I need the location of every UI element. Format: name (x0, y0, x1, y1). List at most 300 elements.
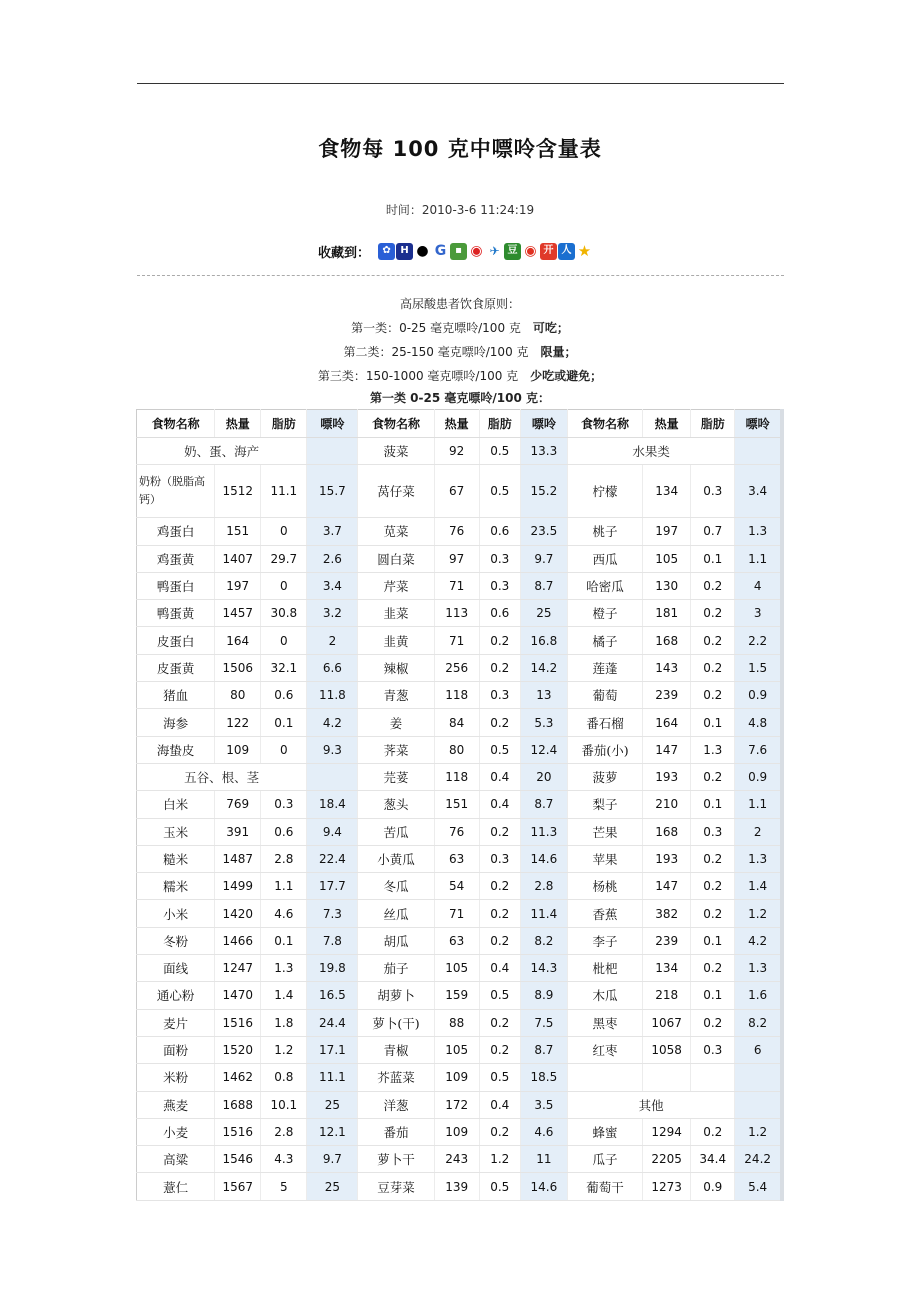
cell-name: 芥蓝菜 (358, 1064, 434, 1091)
cell-calories: 109 (434, 1118, 479, 1145)
cell-fat: 0.2 (479, 1009, 520, 1036)
cell-calories: 769 (215, 791, 261, 818)
cell-fat: 0.4 (479, 955, 520, 982)
cell-name: 小黄瓜 (358, 845, 434, 872)
column-header: 食物名称 (358, 410, 434, 438)
cell-purine: 2.2 (735, 627, 782, 654)
cell-purine: 8.7 (520, 1036, 567, 1063)
cell-purine: 13.3 (520, 438, 567, 465)
cell-calories: 159 (434, 982, 479, 1009)
cell-fat: 1.3 (261, 955, 307, 982)
cell-calories: 1462 (215, 1064, 261, 1091)
table-row (137, 1173, 783, 1200)
cell-name: 荠菜 (358, 736, 434, 763)
cell-fat: 0.2 (479, 1036, 520, 1063)
cell-calories: 71 (434, 627, 479, 654)
cell-fat: 0.1 (691, 545, 735, 572)
cell-purine: 16.5 (307, 982, 358, 1009)
cell-fat: 2.8 (261, 1118, 307, 1145)
cell-purine: 18.4 (307, 791, 358, 818)
rule-advice: 可吃； (532, 321, 569, 335)
cell-purine (307, 763, 358, 790)
cell-calories: 109 (215, 736, 261, 763)
cell-fat: 0.2 (691, 1118, 735, 1145)
cell-purine: 7.8 (307, 927, 358, 954)
cell-purine: 11.3 (520, 818, 567, 845)
cell-name: 奶粉（脱脂高钙） (137, 465, 215, 518)
cell-calories: 1520 (215, 1036, 261, 1063)
cell-purine: 3.4 (307, 572, 358, 599)
cell-fat: 0.5 (479, 465, 520, 518)
table-row (137, 955, 783, 982)
cell-calories: 1273 (643, 1173, 691, 1200)
renren-icon[interactable]: 人 (558, 243, 575, 260)
cell-name: 红枣 (567, 1036, 642, 1063)
cell-purine: 7.5 (520, 1009, 567, 1036)
cell-fat: 0 (261, 736, 307, 763)
cell-calories: 139 (434, 1173, 479, 1200)
cell-calories: 88 (434, 1009, 479, 1036)
column-header: 嘌呤 (735, 410, 782, 438)
cell-fat: 0.5 (479, 1064, 520, 1091)
cell-calories: 80 (434, 736, 479, 763)
cell-calories: 1567 (215, 1173, 261, 1200)
cell-calories: 172 (434, 1091, 479, 1118)
baidu-icon[interactable]: ✿ (378, 243, 395, 260)
cell-name: 苋菜 (358, 518, 434, 545)
cell-calories: 63 (434, 845, 479, 872)
cell-purine (735, 1064, 782, 1091)
cell-purine: 1.4 (735, 873, 782, 900)
cell-name: 莴仔菜 (358, 465, 434, 518)
cell-calories: 164 (643, 709, 691, 736)
cell-fat: 34.4 (691, 1146, 735, 1173)
cell-name: 橘子 (567, 627, 642, 654)
cell-fat: 10.1 (261, 1091, 307, 1118)
cell-purine: 25 (307, 1091, 358, 1118)
sina-icon[interactable]: ✈ (486, 243, 503, 260)
cell-calories: 76 (434, 818, 479, 845)
cell-name: 海蛰皮 (137, 736, 215, 763)
cell-purine: 9.4 (307, 818, 358, 845)
table-row (137, 709, 783, 736)
cell-purine: 1.3 (735, 518, 782, 545)
table-row (137, 682, 783, 709)
cell-name: 菠菜 (358, 438, 434, 465)
cell-fat: 1.4 (261, 982, 307, 1009)
rule-advice: 限量； (540, 345, 577, 359)
cell-purine: 4.2 (307, 709, 358, 736)
table-row (137, 600, 783, 627)
cell-purine: 1.5 (735, 654, 782, 681)
cell-fat: 0.2 (479, 1118, 520, 1145)
cell-fat: 0.6 (479, 600, 520, 627)
cell-name: 橙子 (567, 600, 642, 627)
cell-calories: 143 (643, 654, 691, 681)
table-row (137, 1118, 783, 1145)
google-icon[interactable]: G (432, 243, 449, 260)
rule-item (0, 316, 920, 340)
cell-calories: 239 (643, 682, 691, 709)
cell-fat: 0.6 (261, 682, 307, 709)
cell-purine (735, 1091, 782, 1118)
cell-purine: 7.6 (735, 736, 782, 763)
cell-calories: 382 (643, 900, 691, 927)
cell-fat: 0.5 (479, 438, 520, 465)
cell-fat: 0.1 (691, 982, 735, 1009)
cell-purine: 15.2 (520, 465, 567, 518)
cell-name: 韭菜 (358, 600, 434, 627)
cell-fat: 1.1 (261, 873, 307, 900)
cell-purine: 4.8 (735, 709, 782, 736)
cell-name: 青葱 (358, 682, 434, 709)
table-header-row (137, 410, 783, 438)
douban-icon[interactable]: 豆 (504, 243, 521, 260)
cell-calories: 1407 (215, 545, 261, 572)
cell-purine: 2.6 (307, 545, 358, 572)
column-header: 热量 (434, 410, 479, 438)
table-row (137, 545, 783, 572)
table-row (137, 654, 783, 681)
cell-name: 梨子 (567, 791, 642, 818)
cell-name: 番石榴 (567, 709, 642, 736)
cell-fat: 0.1 (261, 709, 307, 736)
hi-icon[interactable]: H (396, 243, 413, 260)
cell-purine: 4.6 (520, 1118, 567, 1145)
column-header: 食物名称 (567, 410, 642, 438)
cell-name: 鸭蛋白 (137, 572, 215, 599)
cell-purine (307, 438, 358, 465)
cell-purine: 1.2 (735, 900, 782, 927)
section-header: 奶、蛋、海产 (137, 438, 307, 465)
cell-name: 面粉 (137, 1036, 215, 1063)
cell-calories: 134 (643, 465, 691, 518)
cell-purine: 18.5 (520, 1064, 567, 1091)
table-row (137, 873, 783, 900)
rule-item (0, 364, 920, 388)
cell-calories: 1512 (215, 465, 261, 518)
table-row (137, 818, 783, 845)
cell-calories: 197 (643, 518, 691, 545)
cell-fat: 5 (261, 1173, 307, 1200)
qq-icon[interactable]: ● (414, 243, 431, 260)
cell-calories: 1457 (215, 600, 261, 627)
cell-purine: 9.7 (307, 1146, 358, 1173)
cell-fat: 0.7 (691, 518, 735, 545)
cell-purine: 8.7 (520, 572, 567, 599)
cell-name: 葡萄干 (567, 1173, 642, 1200)
table-row (137, 1146, 783, 1173)
cell-calories: 84 (434, 709, 479, 736)
cell-name: 面线 (137, 955, 215, 982)
table-row (137, 1091, 783, 1118)
cell-purine: 17.7 (307, 873, 358, 900)
cell-fat: 0.5 (479, 736, 520, 763)
cell-fat: 30.8 (261, 600, 307, 627)
cell-fat: 0.2 (691, 682, 735, 709)
cell-name: 黑枣 (567, 1009, 642, 1036)
cell-fat: 29.7 (261, 545, 307, 572)
cell-calories: 1247 (215, 955, 261, 982)
favorites-label: 收藏到： (318, 245, 371, 261)
cell-name: 番茄(小) (567, 736, 642, 763)
cell-calories: 80 (215, 682, 261, 709)
cell-fat: 4.3 (261, 1146, 307, 1173)
cell-purine: 4 (735, 572, 782, 599)
cell-purine: 3.5 (520, 1091, 567, 1118)
cell-calories: 151 (434, 791, 479, 818)
qq-weibo-icon[interactable]: ◉ (468, 243, 485, 260)
cell-purine: 2 (307, 627, 358, 654)
cell-calories: 1688 (215, 1091, 261, 1118)
cell-name: 玉米 (137, 818, 215, 845)
column-header: 食物名称 (137, 410, 215, 438)
cell-name: 芫荽 (358, 763, 434, 790)
cell-fat: 0.2 (479, 818, 520, 845)
cell-name (567, 1064, 642, 1091)
cell-fat: 11.1 (261, 465, 307, 518)
table-row (137, 791, 783, 818)
cell-purine: 15.7 (307, 465, 358, 518)
cell-purine: 25 (520, 600, 567, 627)
cell-name: 小米 (137, 900, 215, 927)
cell-name: 白米 (137, 791, 215, 818)
cell-calories: 105 (434, 1036, 479, 1063)
sohu-icon[interactable]: ◉ (522, 243, 539, 260)
table-row (137, 1036, 783, 1063)
cell-calories: 105 (643, 545, 691, 572)
cell-name: 鸡蛋白 (137, 518, 215, 545)
cell-name: 薏仁 (137, 1173, 215, 1200)
cell-fat: 0.5 (479, 1173, 520, 1200)
cell-fat: 0.2 (479, 627, 520, 654)
column-header: 嘌呤 (307, 410, 358, 438)
cell-name: 菠萝 (567, 763, 642, 790)
column-header: 脂肪 (261, 410, 307, 438)
cell-fat: 0.1 (261, 927, 307, 954)
column-header: 脂肪 (479, 410, 520, 438)
cell-calories: 239 (643, 927, 691, 954)
cell-name: 皮蛋黄 (137, 654, 215, 681)
cell-calories: 1546 (215, 1146, 261, 1173)
cell-fat: 32.1 (261, 654, 307, 681)
cell-calories: 1294 (643, 1118, 691, 1145)
cell-purine: 9.7 (520, 545, 567, 572)
cell-calories: 243 (434, 1146, 479, 1173)
top-rule (137, 83, 784, 84)
cell-fat: 0.2 (479, 927, 520, 954)
cell-calories: 1499 (215, 873, 261, 900)
cell-calories: 2205 (643, 1146, 691, 1173)
cell-calories: 181 (643, 600, 691, 627)
cell-name: 杨桃 (567, 873, 642, 900)
cell-fat: 0.8 (261, 1064, 307, 1091)
table-row (137, 627, 783, 654)
cell-name: 燕麦 (137, 1091, 215, 1118)
cell-purine: 8.9 (520, 982, 567, 1009)
section-header: 水果类 (567, 438, 734, 465)
cell-purine: 14.6 (520, 845, 567, 872)
cell-fat: 2.8 (261, 845, 307, 872)
bookmark-icon[interactable]: ▪ (450, 243, 467, 260)
cell-fat: 0.3 (691, 1036, 735, 1063)
cell-calories: 134 (643, 955, 691, 982)
cell-fat: 0.6 (261, 818, 307, 845)
cell-name: 洋葱 (358, 1091, 434, 1118)
cell-fat: 0.4 (479, 1091, 520, 1118)
cell-purine: 8.7 (520, 791, 567, 818)
cell-fat: 0.2 (691, 654, 735, 681)
cell-fat: 0.2 (691, 873, 735, 900)
cell-fat: 0.3 (479, 682, 520, 709)
cell-fat: 0.2 (691, 600, 735, 627)
column-header: 热量 (215, 410, 261, 438)
cell-purine: 0.9 (735, 763, 782, 790)
cell-name: 苹果 (567, 845, 642, 872)
cell-calories: 1470 (215, 982, 261, 1009)
cell-calories: 147 (643, 873, 691, 900)
page-title: 食物每 100 克中嘌呤含量表 (318, 137, 602, 161)
cell-purine: 3.7 (307, 518, 358, 545)
cell-fat: 0.6 (479, 518, 520, 545)
cell-fat: 0.2 (691, 900, 735, 927)
star-icon[interactable]: ★ (577, 241, 592, 260)
cell-fat (691, 1064, 735, 1091)
cell-fat: 0.2 (691, 845, 735, 872)
table-row (137, 572, 783, 599)
cell-name: 海参 (137, 709, 215, 736)
cell-name: 李子 (567, 927, 642, 954)
cell-purine: 24.4 (307, 1009, 358, 1036)
cell-calories: 76 (434, 518, 479, 545)
cell-name: 麦片 (137, 1009, 215, 1036)
cell-calories: 54 (434, 873, 479, 900)
cell-name: 西瓜 (567, 545, 642, 572)
cell-purine: 23.5 (520, 518, 567, 545)
cell-name: 豆芽菜 (358, 1173, 434, 1200)
cell-calories: 97 (434, 545, 479, 572)
cell-calories: 1506 (215, 654, 261, 681)
cell-name: 瓜子 (567, 1146, 642, 1173)
cell-name: 茄子 (358, 955, 434, 982)
diet-rules (0, 292, 920, 410)
cell-name: 圆白菜 (358, 545, 434, 572)
cell-purine: 6 (735, 1036, 782, 1063)
cell-name: 丝瓜 (358, 900, 434, 927)
table-row (137, 927, 783, 954)
cell-fat: 0.1 (691, 927, 735, 954)
cell-fat: 0 (261, 627, 307, 654)
cell-purine: 7.3 (307, 900, 358, 927)
cell-fat: 0.2 (479, 900, 520, 927)
cell-calories: 1058 (643, 1036, 691, 1063)
cell-fat: 0.2 (691, 955, 735, 982)
cell-name: 韭黄 (358, 627, 434, 654)
cell-purine: 3.4 (735, 465, 782, 518)
cell-fat: 1.8 (261, 1009, 307, 1036)
section-header: 其他 (567, 1091, 734, 1118)
cell-fat: 0.3 (479, 545, 520, 572)
cell-fat: 0.2 (691, 763, 735, 790)
cell-name: 桃子 (567, 518, 642, 545)
cell-purine: 5.3 (520, 709, 567, 736)
cell-name: 香蕉 (567, 900, 642, 927)
cell-purine: 6.6 (307, 654, 358, 681)
cell-name: 苦瓜 (358, 818, 434, 845)
cell-purine: 12.4 (520, 736, 567, 763)
cell-calories: 168 (643, 627, 691, 654)
table-row (137, 763, 783, 790)
cell-fat: 0 (261, 518, 307, 545)
cell-calories: 391 (215, 818, 261, 845)
cell-calories: 1067 (643, 1009, 691, 1036)
cell-name: 葱头 (358, 791, 434, 818)
table-row (137, 736, 783, 763)
column-header: 嘌呤 (520, 410, 567, 438)
cell-calories: 193 (643, 845, 691, 872)
cell-calories: 168 (643, 818, 691, 845)
cell-name: 姜 (358, 709, 434, 736)
cell-purine: 14.6 (520, 1173, 567, 1200)
rules-intro: 高尿酸患者饮食原则： (399, 297, 520, 311)
cell-fat: 0.4 (479, 791, 520, 818)
cell-fat: 0.2 (479, 709, 520, 736)
cell-purine: 4.2 (735, 927, 782, 954)
cell-purine: 8.2 (520, 927, 567, 954)
cell-name: 小麦 (137, 1118, 215, 1145)
cell-calories: 193 (643, 763, 691, 790)
cell-fat: 1.3 (691, 736, 735, 763)
cell-calories: 197 (215, 572, 261, 599)
cell-name: 萝卜(干) (358, 1009, 434, 1036)
cell-name: 糙米 (137, 845, 215, 872)
cell-name: 辣椒 (358, 654, 434, 681)
table-row (137, 845, 783, 872)
cell-fat: 0.1 (691, 791, 735, 818)
cell-purine: 2 (735, 818, 782, 845)
cell-purine: 1.6 (735, 982, 782, 1009)
cell-calories: 67 (434, 465, 479, 518)
cell-purine: 1.1 (735, 545, 782, 572)
cell-calories: 218 (643, 982, 691, 1009)
cell-fat: 4.6 (261, 900, 307, 927)
table-row (137, 518, 783, 545)
rule-text: 第二类：25-150 毫克嘌呤/100 克 (343, 345, 529, 359)
cell-calories: 1487 (215, 845, 261, 872)
cell-fat: 1.2 (261, 1036, 307, 1063)
cell-calories: 109 (434, 1064, 479, 1091)
cell-purine: 1.2 (735, 1118, 782, 1145)
cell-name: 芒果 (567, 818, 642, 845)
kaixin-icon[interactable]: 开 (540, 243, 557, 260)
cell-fat: 0.2 (479, 654, 520, 681)
cell-purine: 17.1 (307, 1036, 358, 1063)
cell-name: 番茄 (358, 1118, 434, 1145)
cell-calories: 1420 (215, 900, 261, 927)
column-header: 脂肪 (691, 410, 735, 438)
section-header: 五谷、根、茎 (137, 763, 307, 790)
cell-calories: 63 (434, 927, 479, 954)
cell-calories: 256 (434, 654, 479, 681)
cell-name: 胡瓜 (358, 927, 434, 954)
cell-purine: 11.1 (307, 1064, 358, 1091)
table-row (137, 982, 783, 1009)
publish-time: 时间：2010-3-6 11:24:19 (385, 203, 535, 217)
cell-calories: 210 (643, 791, 691, 818)
cell-fat: 0.5 (479, 982, 520, 1009)
cell-fat: 0.9 (691, 1173, 735, 1200)
cell-fat: 0.3 (691, 465, 735, 518)
